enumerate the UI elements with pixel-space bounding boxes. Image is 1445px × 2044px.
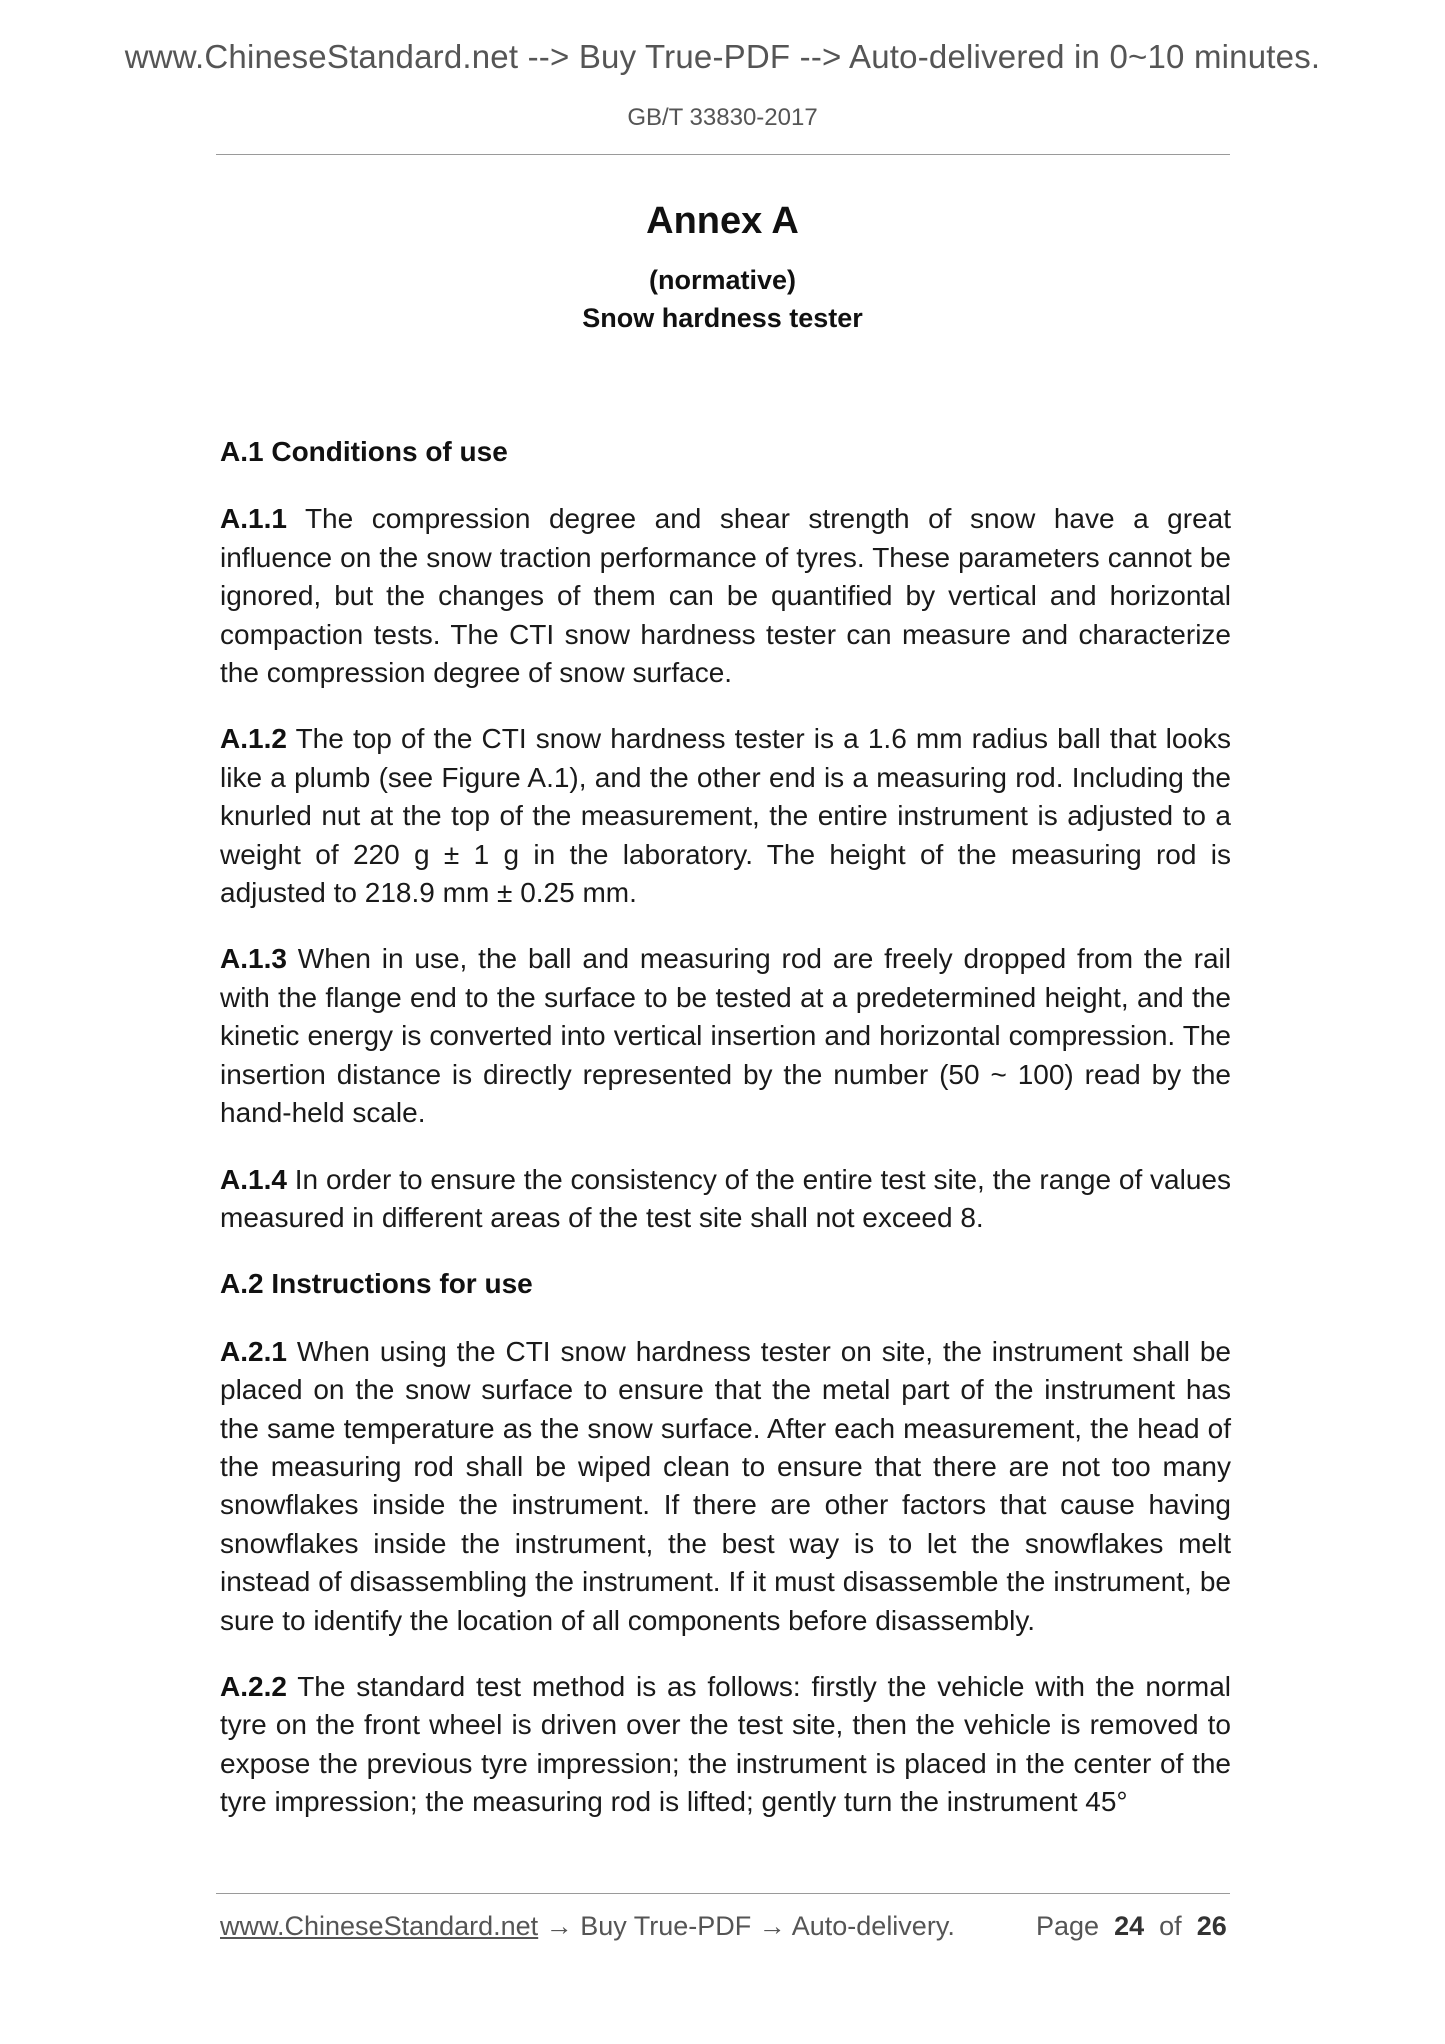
clause-a-2-2 (220, 1668, 1231, 1822)
of-label: of (1159, 1911, 1182, 1941)
clause-text: The top of the CTI snow hardness tester is a 1.6 mm radius ball that looks like a plumb (see Figure A.1), and the other end is a measuring rod. Including the knurled nut at the top of the measurement, the entire instrument is adjusted to a weight of 220 g ± 1 g in the laboratory. The height of the measuring rod is adjusted to 218.9 mm ± 0.25 mm. (220, 723, 1231, 909)
clause-text: When in use, the ball and measuring rod are freely dropped from the rail with the flange end to the surface to be tested at a predetermined height, and the kinetic energy is converted into vertical insertion and horizontal compression. The insertion distance is directly represented by the number (50 ~ 100) read by the hand-held scale. (220, 943, 1231, 1129)
page-current: 24 (1114, 1911, 1145, 1941)
standard-number: GB/T 33830-2017 (627, 104, 818, 131)
clause-text: When using the CTI snow hardness tester on site, the instrument shall be placed on the snow surface to ensure that the metal part of the instrument has the same temperature as the snow surface. After each measurement, the head of the measuring rod shall be wiped clean to ensure that there are not too many snowflakes inside the instrument. If there are other factors that cause having snowflakes inside the instrument, the best way is to let the snowflakes melt instead of disassembling the instrument. If it must disassemble the instrument, be sure to identify the location of all components before disassembly. (220, 1335, 1231, 1636)
clause-a-1-3 (220, 940, 1231, 1132)
clause-a-1-2 (220, 720, 1231, 912)
footer-left (220, 1911, 955, 1942)
clause-number: A.1.2 (220, 723, 287, 755)
footer-site-link[interactable]: www.ChineseStandard.net (220, 1911, 539, 1941)
footer-divider (216, 1893, 1230, 1894)
page-label: Page (1036, 1911, 1100, 1941)
clause-number: A.1.1 (220, 503, 287, 535)
clause-number: A.2.1 (220, 1335, 287, 1367)
clause-a-1-4 (220, 1161, 1231, 1238)
header-divider (216, 154, 1230, 155)
clause-a-2-1 (220, 1333, 1231, 1640)
page-total: 26 (1196, 1911, 1227, 1941)
clause-text: In order to ensure the consistency of the entire test site, the range of values measured in different areas of the test site shall not exceed 8. (220, 1163, 1231, 1233)
clause-number: A.2.2 (220, 1670, 287, 1702)
clause-number: A.1.3 (220, 943, 287, 975)
clause-number: A.1.4 (220, 1163, 287, 1195)
clause-text: The standard test method is as follows: firstly the vehicle with the normal tyre on the front wheel is driven over the test site, then the vehicle is removed to expose the previous tyre impression; the instrument is placed in the center of the tyre impression; the measuring rod is lifted; gently turn the instrument 45° (220, 1670, 1231, 1818)
clause-text: The compression degree and shear strength of snow have a great influence on the snow traction performance of tyres. These parameters cannot be ignored, but the changes of them can be quantified by vertical and horizontal compaction tests. The CTI snow hardness tester can measure and characterize the compression degree of snow surface. (220, 503, 1231, 689)
section-heading-a2: A.2 Instructions for use (220, 1268, 533, 1300)
section-heading-a1: A.1 Conditions of use (220, 436, 508, 467)
site-banner: www.ChineseStandard.net --> Buy True-PDF --> Auto-delivered in 0~10 minutes. (124, 38, 1321, 75)
page-indicator (1036, 1911, 1227, 1942)
annex-name: Snow hardness tester (582, 303, 863, 333)
annex-type: (normative) (648, 265, 797, 295)
clause-a-1-1 (220, 500, 1231, 692)
footer-text: → Buy True-PDF → Auto-delivery. (538, 1911, 955, 1941)
document-body (220, 433, 1231, 1850)
annex-title: Annex A (646, 200, 799, 242)
